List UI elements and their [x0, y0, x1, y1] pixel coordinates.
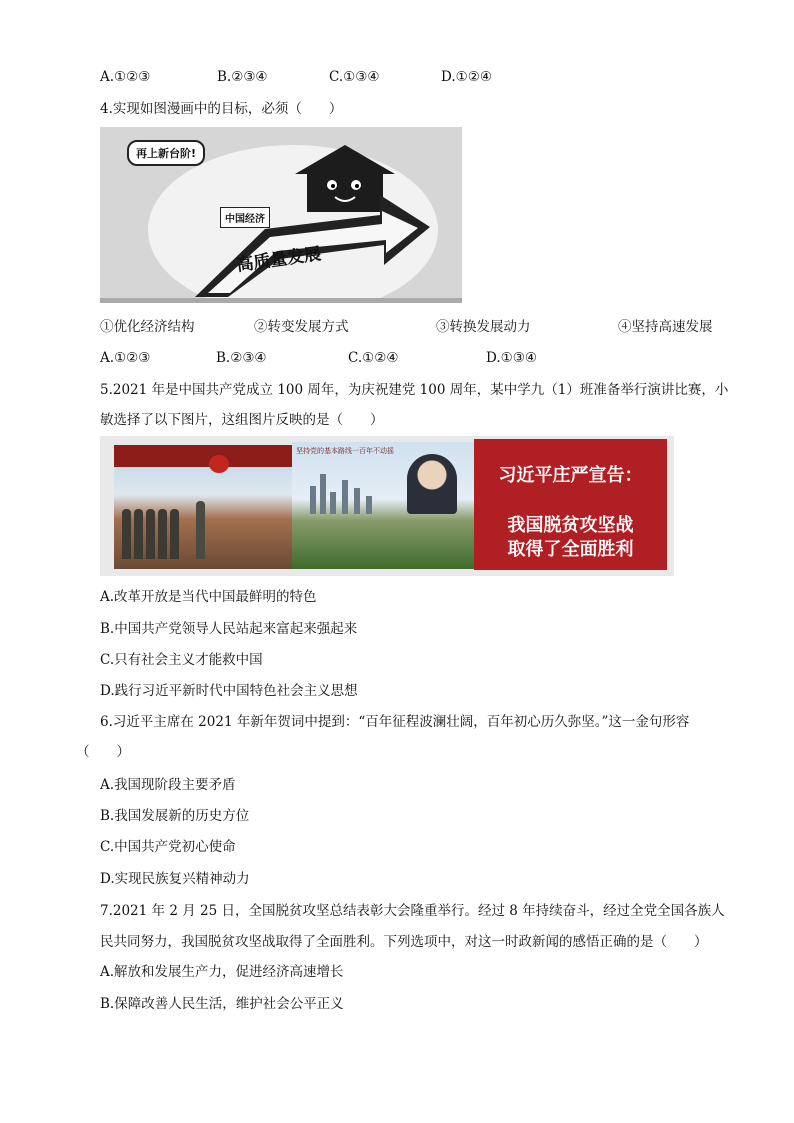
q4-item-1: ①优化经济结构: [100, 319, 195, 335]
q6-option-d[interactable]: D.实现民族复兴精神动力: [100, 871, 250, 887]
q4-option-b[interactable]: B.②③④: [216, 350, 267, 366]
photo-reform-opening: [292, 442, 474, 569]
q3-option-c[interactable]: C.①③④: [329, 69, 380, 85]
arrow-label: 高质量发展: [235, 244, 323, 276]
q6-option-a[interactable]: A.我国现阶段主要矛盾: [100, 777, 236, 793]
photo-founding-ceremony: [114, 445, 292, 569]
announcement-line3: 取得了全面胜利: [507, 539, 634, 560]
announcement-title: 习近平庄严宣告：: [498, 465, 643, 486]
q4-option-a[interactable]: A.①②③: [100, 350, 151, 366]
q4-item-3: ③转换发展动力: [436, 319, 531, 335]
figure-label: 中国经济: [220, 207, 270, 228]
q5-option-b[interactable]: B.中国共产党领导人民站起来富起来强起来: [100, 621, 358, 637]
q5-option-a[interactable]: A.改革开放是当代中国最鲜明的特色: [100, 589, 317, 605]
q5-photo-strip: [100, 436, 674, 576]
q4-item-2: ②转变发展方式: [254, 319, 349, 335]
q6-option-c[interactable]: C.中国共产党初心使命: [100, 839, 236, 855]
q5-stem-line2: 敏选择了以下图片，这组图片反映的是（ ）: [100, 412, 384, 428]
q5-stem-line1: 5.2021 年是中国共产党成立 100 周年，为庆祝建党 100 周年，某中学九（1）班准备举行演讲比赛，小: [100, 382, 729, 398]
q3-option-a[interactable]: A.①②③: [100, 69, 151, 85]
q7-stem-line1: 7.2021 年 2 月 25 日，全国脱贫攻坚总结表彰大会隆重举行。经过 8 年持续奋斗，经过全党全国各族人: [100, 903, 725, 919]
q4-item-4: ④坚持高速发展: [618, 319, 713, 335]
announcement-line2: 我国脱贫攻坚战: [507, 515, 634, 536]
q7-option-b[interactable]: B.保障改善人民生活，维护社会公平正义: [100, 996, 344, 1012]
photo-caption: 坚持党的基本路线一百年不动摇: [296, 447, 394, 455]
q5-option-d[interactable]: D.践行习近平新时代中国特色社会主义思想: [100, 683, 358, 699]
q6-stem-line1: 6.习近平主席在 2021 年新年贺词中提到：“百年征程波澜壮阔，百年初心历久弥坚。”这一金句形容: [100, 714, 690, 730]
photo-poverty-victory: [474, 439, 667, 570]
q5-option-c[interactable]: C.只有社会主义才能救中国: [100, 652, 263, 668]
speech-bubble: 再上新台阶!: [127, 140, 205, 166]
q7-option-a[interactable]: A.解放和发展生产力，促进经济高速增长: [100, 964, 344, 980]
q6-option-b[interactable]: B.我国发展新的历史方位: [100, 808, 250, 824]
q6-stem-line2: （ ）: [76, 744, 130, 760]
q3-option-b[interactable]: B.②③④: [217, 69, 268, 85]
q7-stem-line2: 民共同努力，我国脱贫攻坚战取得了全面胜利。下列选项中，对这一时政新闻的感悟正确的是（ ）: [100, 934, 708, 950]
q4-option-d[interactable]: D.①③④: [486, 350, 537, 366]
q4-stem: 4.实现如图漫画中的目标，必须（ ）: [100, 101, 343, 117]
q4-option-c[interactable]: C.①②④: [348, 350, 399, 366]
q3-option-d[interactable]: D.①②④: [441, 69, 492, 85]
q4-cartoon-image: [100, 127, 462, 303]
